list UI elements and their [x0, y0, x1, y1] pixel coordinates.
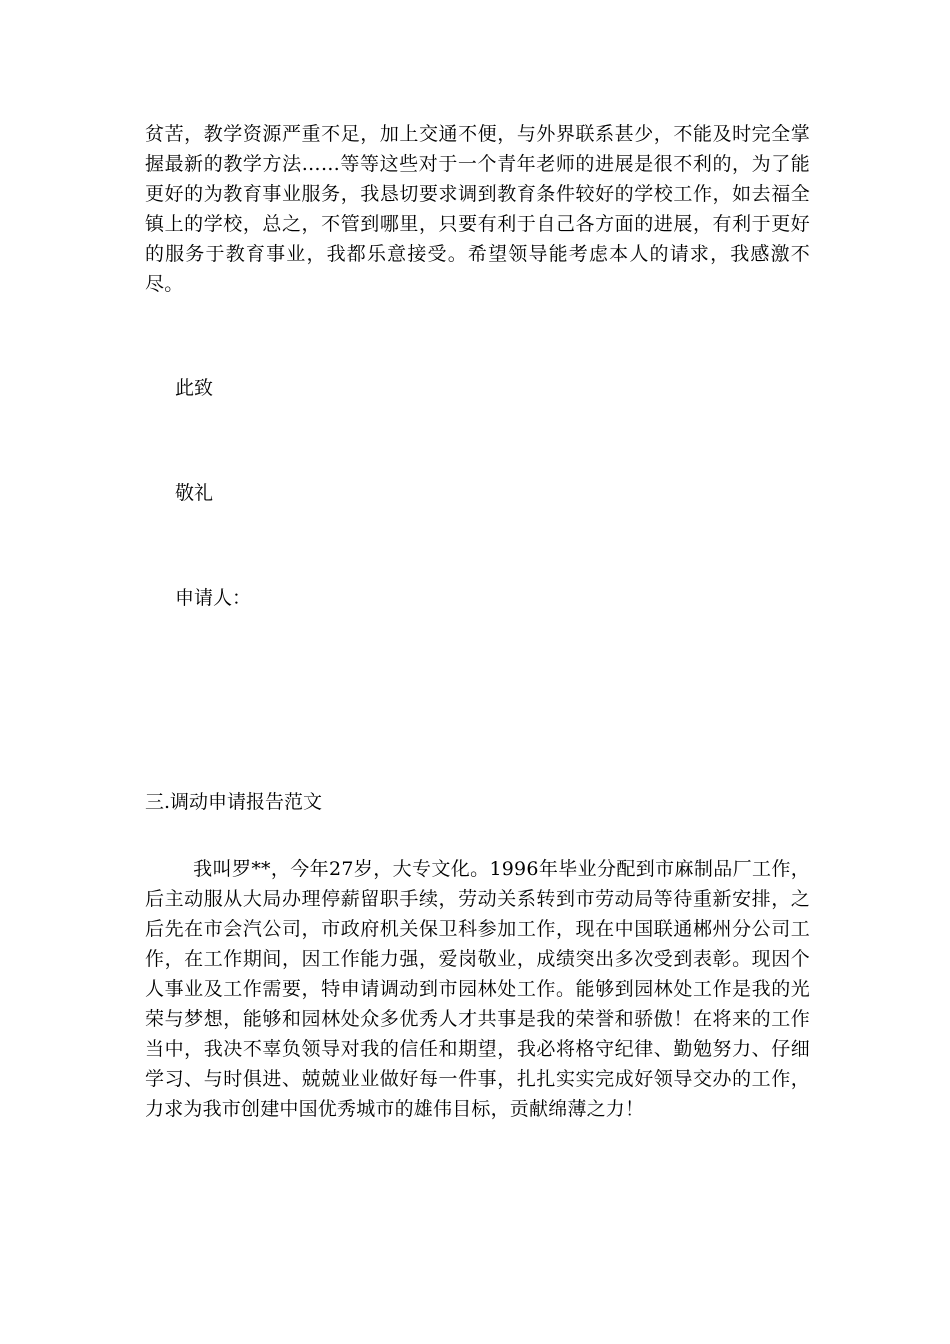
closing-text: 此致: [175, 377, 214, 399]
salutation-text: 敬礼: [175, 482, 214, 504]
applicant-label: 申请人：: [175, 587, 252, 609]
body-paragraph-continued: 贫苦，教学资源严重不足，加上交通不便，与外界联系甚少，不能及时完全掌握最新的教学方法……等等这些对于一个青年老师的进展是很不利的，为了能更好的为教育事业服务，我恳切要求调到教育条件较好的学校工作，如去福全镇上的学校，总之，不管到哪里，只要有利于自己各方面的进展，有利于更好的服务于教育事业，我都乐意接受。希望领导能考虑本人的请求，我感激不尽。: [145, 123, 810, 295]
section-paragraph-text: 我叫罗**，今年27岁，大专文化。1996年毕业分配到市麻制品厂工作，后主动服从大局办理停薪留职手续，劳动关系转到市劳动局等待重新安排，之后先在市会汽公司，市政府机关保卫科参加工作，现在中国联通郴州分公司工作，在工作期间，因工作能力强，爱岗敬业，成绩突出多次受到表彰。现因个人事业及工作需要，特申请调动到市园林处工作。能够到园林处工作是我的光荣与梦想，能够和园林处众多优秀人才共事是我的荣誉和骄傲！在将来的工作当中，我决不辜负领导对我的信任和期望，我必将格守纪律、勤勉努力、仔细学习、与时俱进、兢兢业业做好每一件事，扎扎实实完成好领导交办的工作，力求为我市创建中国优秀城市的雄伟目标，贡献绵薄之力！: [145, 858, 810, 1120]
section-heading: 三.调动申请报告范文: [145, 791, 323, 813]
section-paragraph: [145, 854, 810, 1124]
